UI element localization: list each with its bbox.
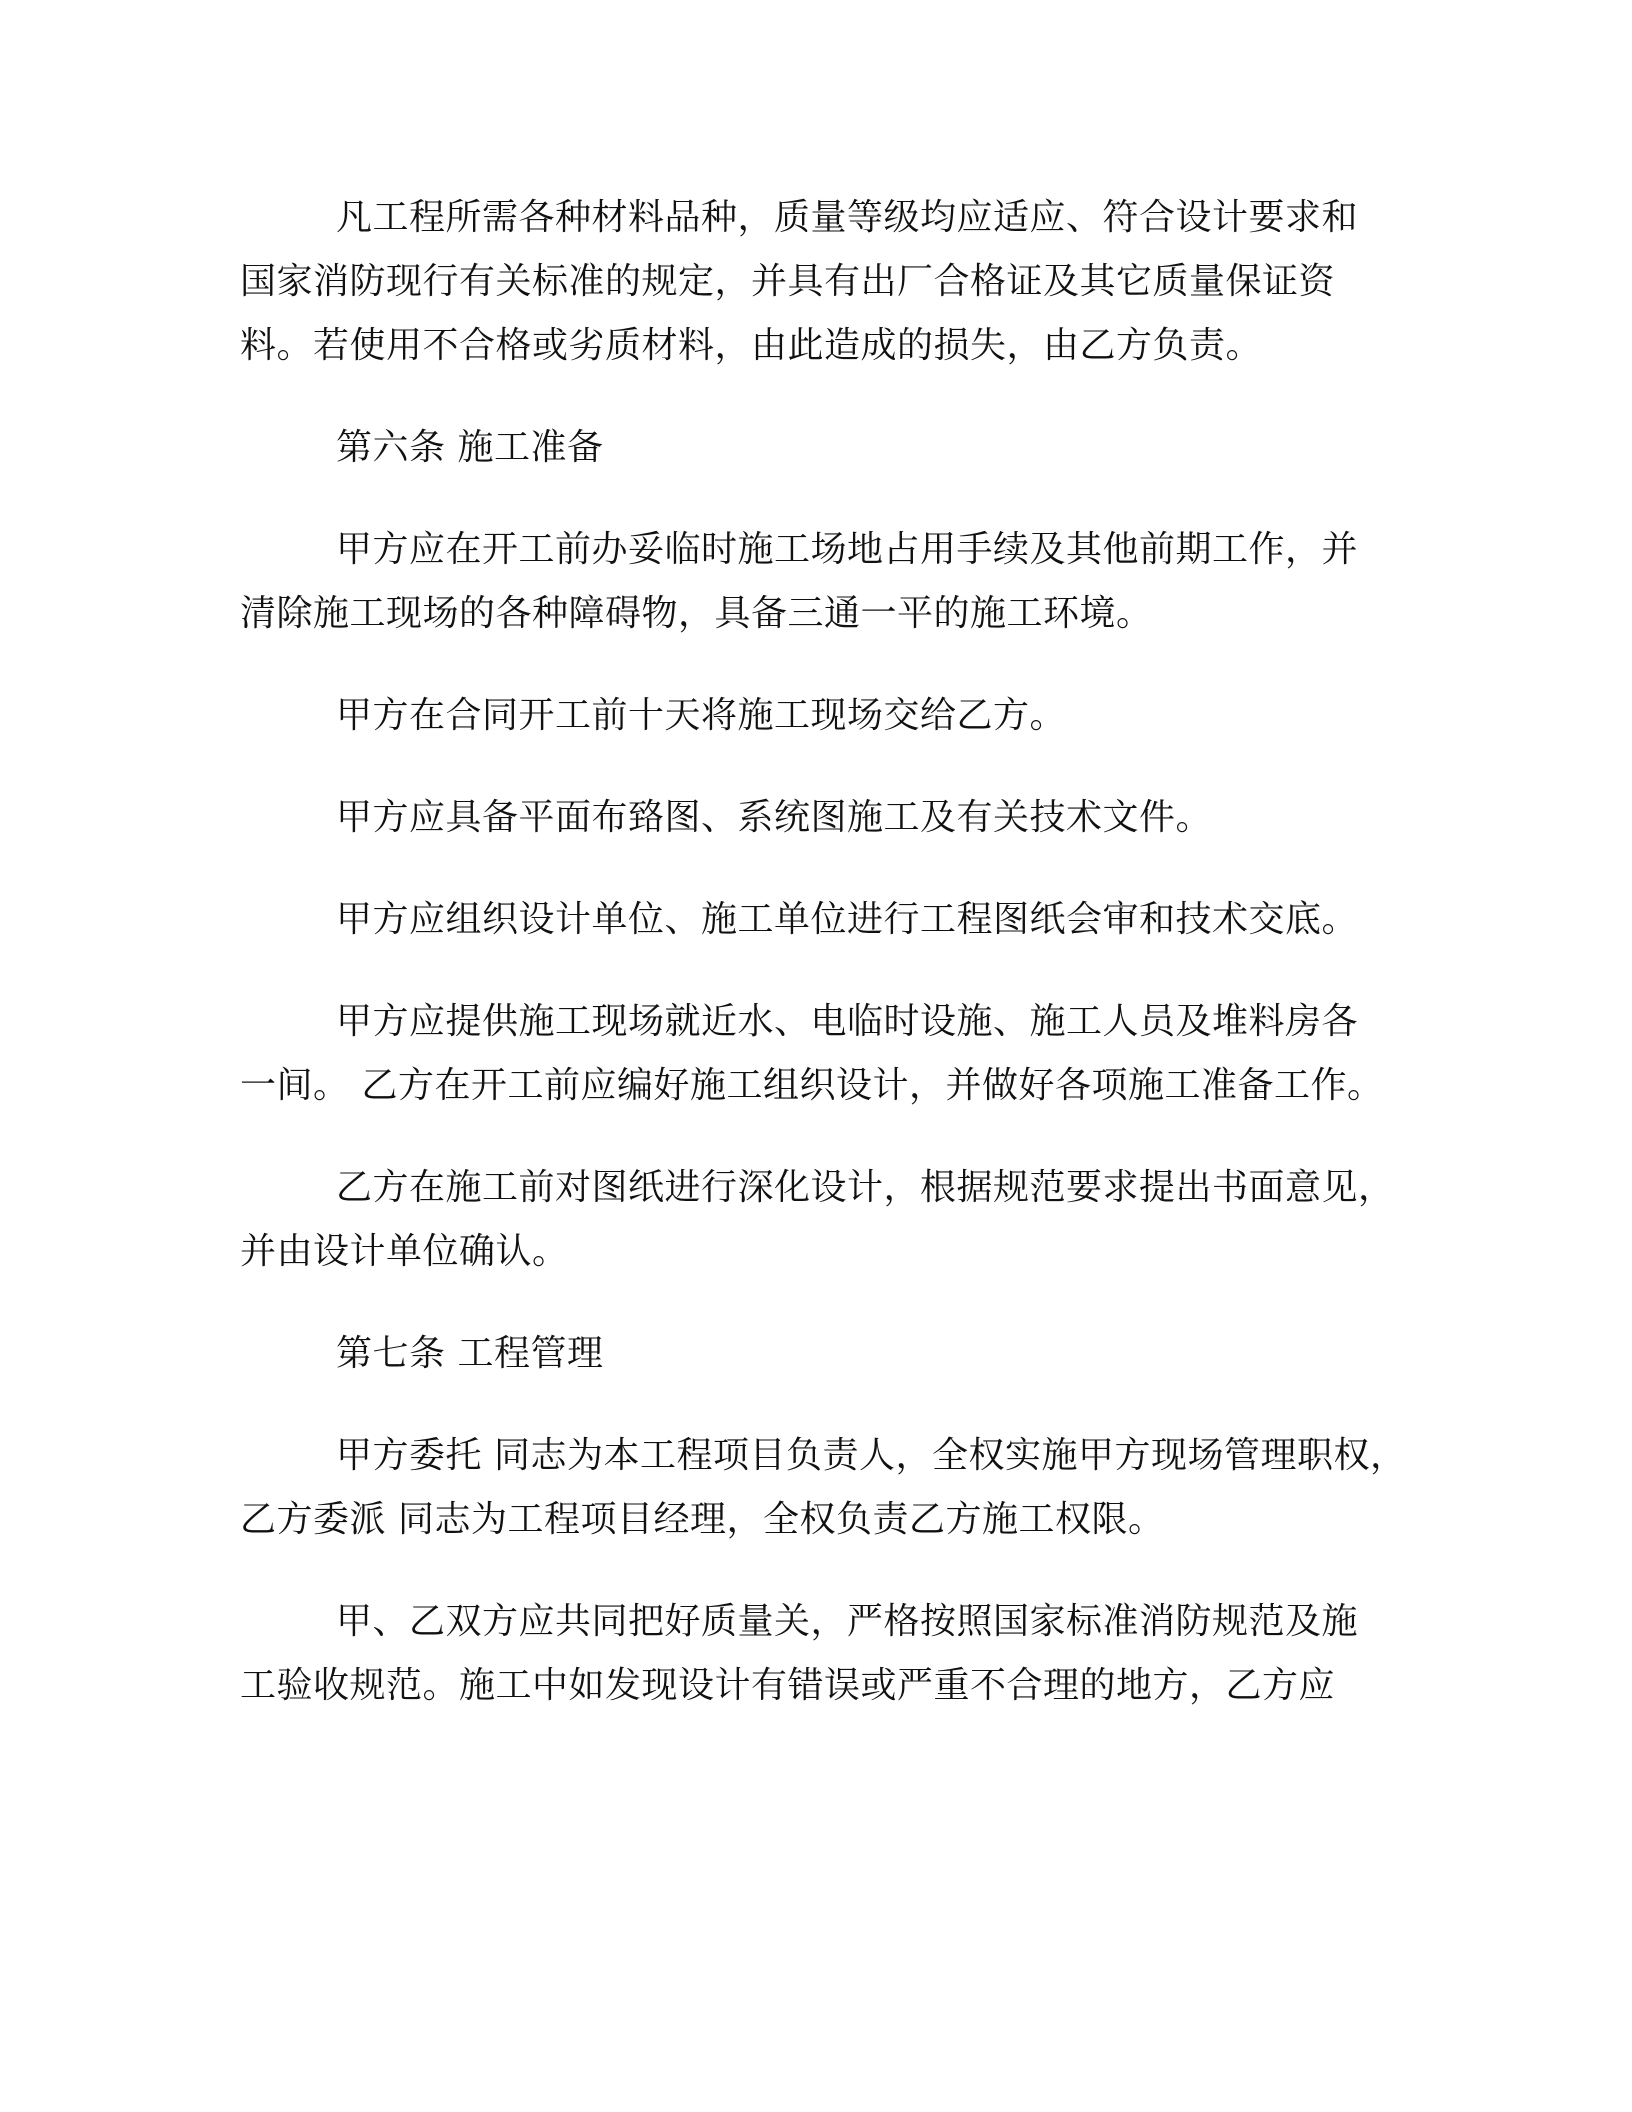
text-line: 乙方在施工前对图纸进行深化设计，根据规范要求提出书面意见， <box>336 1167 1395 1208</box>
paragraph-temporary-facilities <box>240 990 1400 1118</box>
document-body <box>240 186 1407 1756</box>
paragraph-technical-documents <box>240 786 1400 850</box>
text-line: 甲方应在开工前办妥临时施工场地占用手续及其他前期工作，并 <box>336 529 1359 570</box>
paragraph-drawing-review <box>240 888 1400 952</box>
text-line: 甲方应组织设计单位、施工单位进行工程图纸会审和技术交底。 <box>336 899 1359 940</box>
paragraph-site-handover <box>240 684 1400 748</box>
section-heading-article-7 <box>240 1322 1400 1386</box>
text-line: 一间。 乙方在开工前应编好施工组织设计，并做好各项施工准备工作。 <box>240 1065 1384 1106</box>
text-line: 甲方应提供施工现场就近水、电临时设施、施工人员及堆料房各 <box>336 1001 1359 1042</box>
paragraph-quality-control <box>240 1590 1400 1718</box>
text-line: 乙方委派 同志为工程项目经理，全权负责乙方施工权限。 <box>240 1499 1165 1540</box>
text-line: 料。若使用不合格或劣质材料，由此造成的损失，由乙方负责。 <box>240 325 1263 366</box>
text-line: 工验收规范。施工中如发现设计有错误或严重不合理的地方，乙方应 <box>240 1665 1336 1706</box>
text-line: 甲方在合同开工前十天将施工现场交给乙方。 <box>336 695 1067 736</box>
text-line: 清除施工现场的各种障碍物，具备三通一平的施工环境。 <box>240 593 1153 634</box>
heading-text: 第七条 工程管理 <box>336 1333 604 1374</box>
paragraph-deepened-design <box>240 1156 1400 1284</box>
paragraph-materials <box>240 186 1400 378</box>
text-line: 凡工程所需各种材料品种，质量等级均应适应、符合设计要求和 <box>336 197 1359 238</box>
heading-text: 第六条 施工准备 <box>336 427 604 468</box>
text-line: 甲方委托 同志为本工程项目负责人，全权实施甲方现场管理职权， <box>336 1435 1407 1476</box>
text-line: 甲、乙双方应共同把好质量关，严格按照国家标准消防规范及施 <box>336 1601 1359 1642</box>
section-heading-article-6 <box>240 416 1400 480</box>
text-line: 甲方应具备平面布臵图、系统图施工及有关技术文件。 <box>336 797 1213 838</box>
text-line: 国家消防现行有关标准的规定，并具有出厂合格证及其它质量保证资 <box>240 261 1336 302</box>
paragraph-site-preparation <box>240 518 1400 646</box>
text-line: 并由设计单位确认。 <box>240 1231 569 1272</box>
paragraph-project-managers <box>240 1424 1407 1552</box>
